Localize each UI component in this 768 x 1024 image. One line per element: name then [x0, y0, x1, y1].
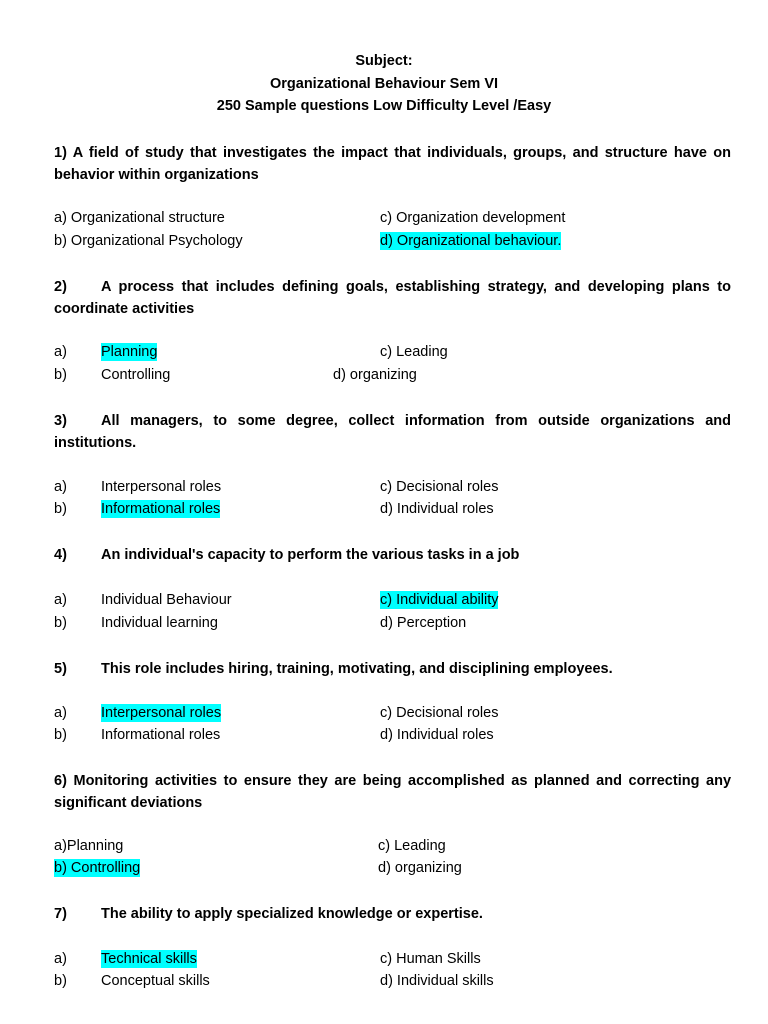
- question-text: An individual's capacity to perform the various tasks in a job: [101, 547, 520, 563]
- question-3: [54, 410, 731, 454]
- option-d: d) Individual skills: [380, 973, 494, 989]
- option-c: c) Human Skills: [380, 951, 481, 967]
- course-title: Organizational Behaviour Sem VI: [269, 76, 499, 92]
- option-b-answer: [54, 857, 140, 879]
- question-text: Monitoring activities to ensure they are being accomplished as planned and correcting any significant deviations: [54, 773, 732, 811]
- question-set-title: 250 Sample questions Low Difficulty Level /Easy: [216, 98, 552, 114]
- question-number: 4): [54, 547, 67, 563]
- option-d-answer: [380, 230, 561, 252]
- question-1: [54, 142, 731, 186]
- option-b: b) Conceptual skills: [54, 973, 210, 989]
- answer-highlight: d) Organizational behaviour.: [380, 233, 562, 249]
- option-a-answer: a) Planning: [54, 344, 158, 360]
- option-d: d) Individual roles: [380, 727, 494, 743]
- option-c: c) Leading: [378, 838, 446, 854]
- option-b: b) Individual learning: [54, 615, 218, 631]
- option-b: b) Controlling: [54, 367, 171, 383]
- option-a-answer: a) Interpersonal roles: [54, 705, 222, 721]
- option-b: b) Informational roles: [54, 727, 221, 743]
- answer-highlight: Informational roles: [101, 501, 221, 517]
- subject-label: Subject:: [355, 53, 413, 69]
- option-c-answer: [380, 589, 498, 611]
- answer-highlight: b) Controlling: [54, 860, 141, 876]
- question-number: 7): [54, 906, 67, 922]
- question-number: 2): [54, 279, 67, 295]
- option-d: d) organizing: [333, 367, 417, 383]
- option-a: a) Organizational structure: [54, 210, 225, 226]
- option-b: b) Organizational Psychology: [54, 233, 243, 249]
- answer-highlight: Interpersonal roles: [101, 705, 222, 721]
- question-text: All managers, to some degree, collect information from outside organizations and institutions.: [54, 413, 731, 451]
- question-number: 1): [54, 145, 67, 161]
- option-a: a)Planning: [54, 838, 124, 854]
- question-6: [54, 770, 731, 814]
- question-7: [54, 903, 731, 925]
- option-c: c) Decisional roles: [380, 479, 499, 495]
- question-text: The ability to apply specialized knowledge or expertise.: [101, 906, 483, 922]
- question-text: A process that includes defining goals, establishing strategy, and developing plans to coordinate activities: [54, 279, 731, 317]
- question-text: This role includes hiring, training, motivating, and disciplining employees.: [101, 661, 613, 677]
- question-number: 6): [54, 773, 67, 789]
- question-2: [54, 276, 731, 320]
- option-d: d) Individual roles: [380, 501, 494, 517]
- option-d: d) Perception: [380, 615, 467, 631]
- option-b-answer: b) Informational roles: [54, 501, 221, 517]
- answer-highlight: c) Individual ability: [380, 592, 499, 608]
- option-c: c) Leading: [380, 344, 448, 360]
- option-a-answer: a) Technical skills: [54, 951, 197, 967]
- option-a: a) Interpersonal roles: [54, 479, 222, 495]
- question-5: [54, 658, 731, 680]
- option-a: a) Individual Behaviour: [54, 592, 232, 608]
- option-c: c) Organization development: [380, 210, 566, 226]
- option-d: d) organizing: [378, 860, 462, 876]
- question-text: A field of study that investigates the impact that individuals, groups, and structure have on behavior within organizations: [54, 145, 731, 183]
- question-number: 5): [54, 661, 67, 677]
- option-c: c) Decisional roles: [380, 705, 499, 721]
- answer-highlight: Technical skills: [101, 951, 197, 967]
- question-4: [54, 544, 731, 566]
- answer-highlight: Planning: [101, 344, 158, 360]
- question-number: 3): [54, 413, 67, 429]
